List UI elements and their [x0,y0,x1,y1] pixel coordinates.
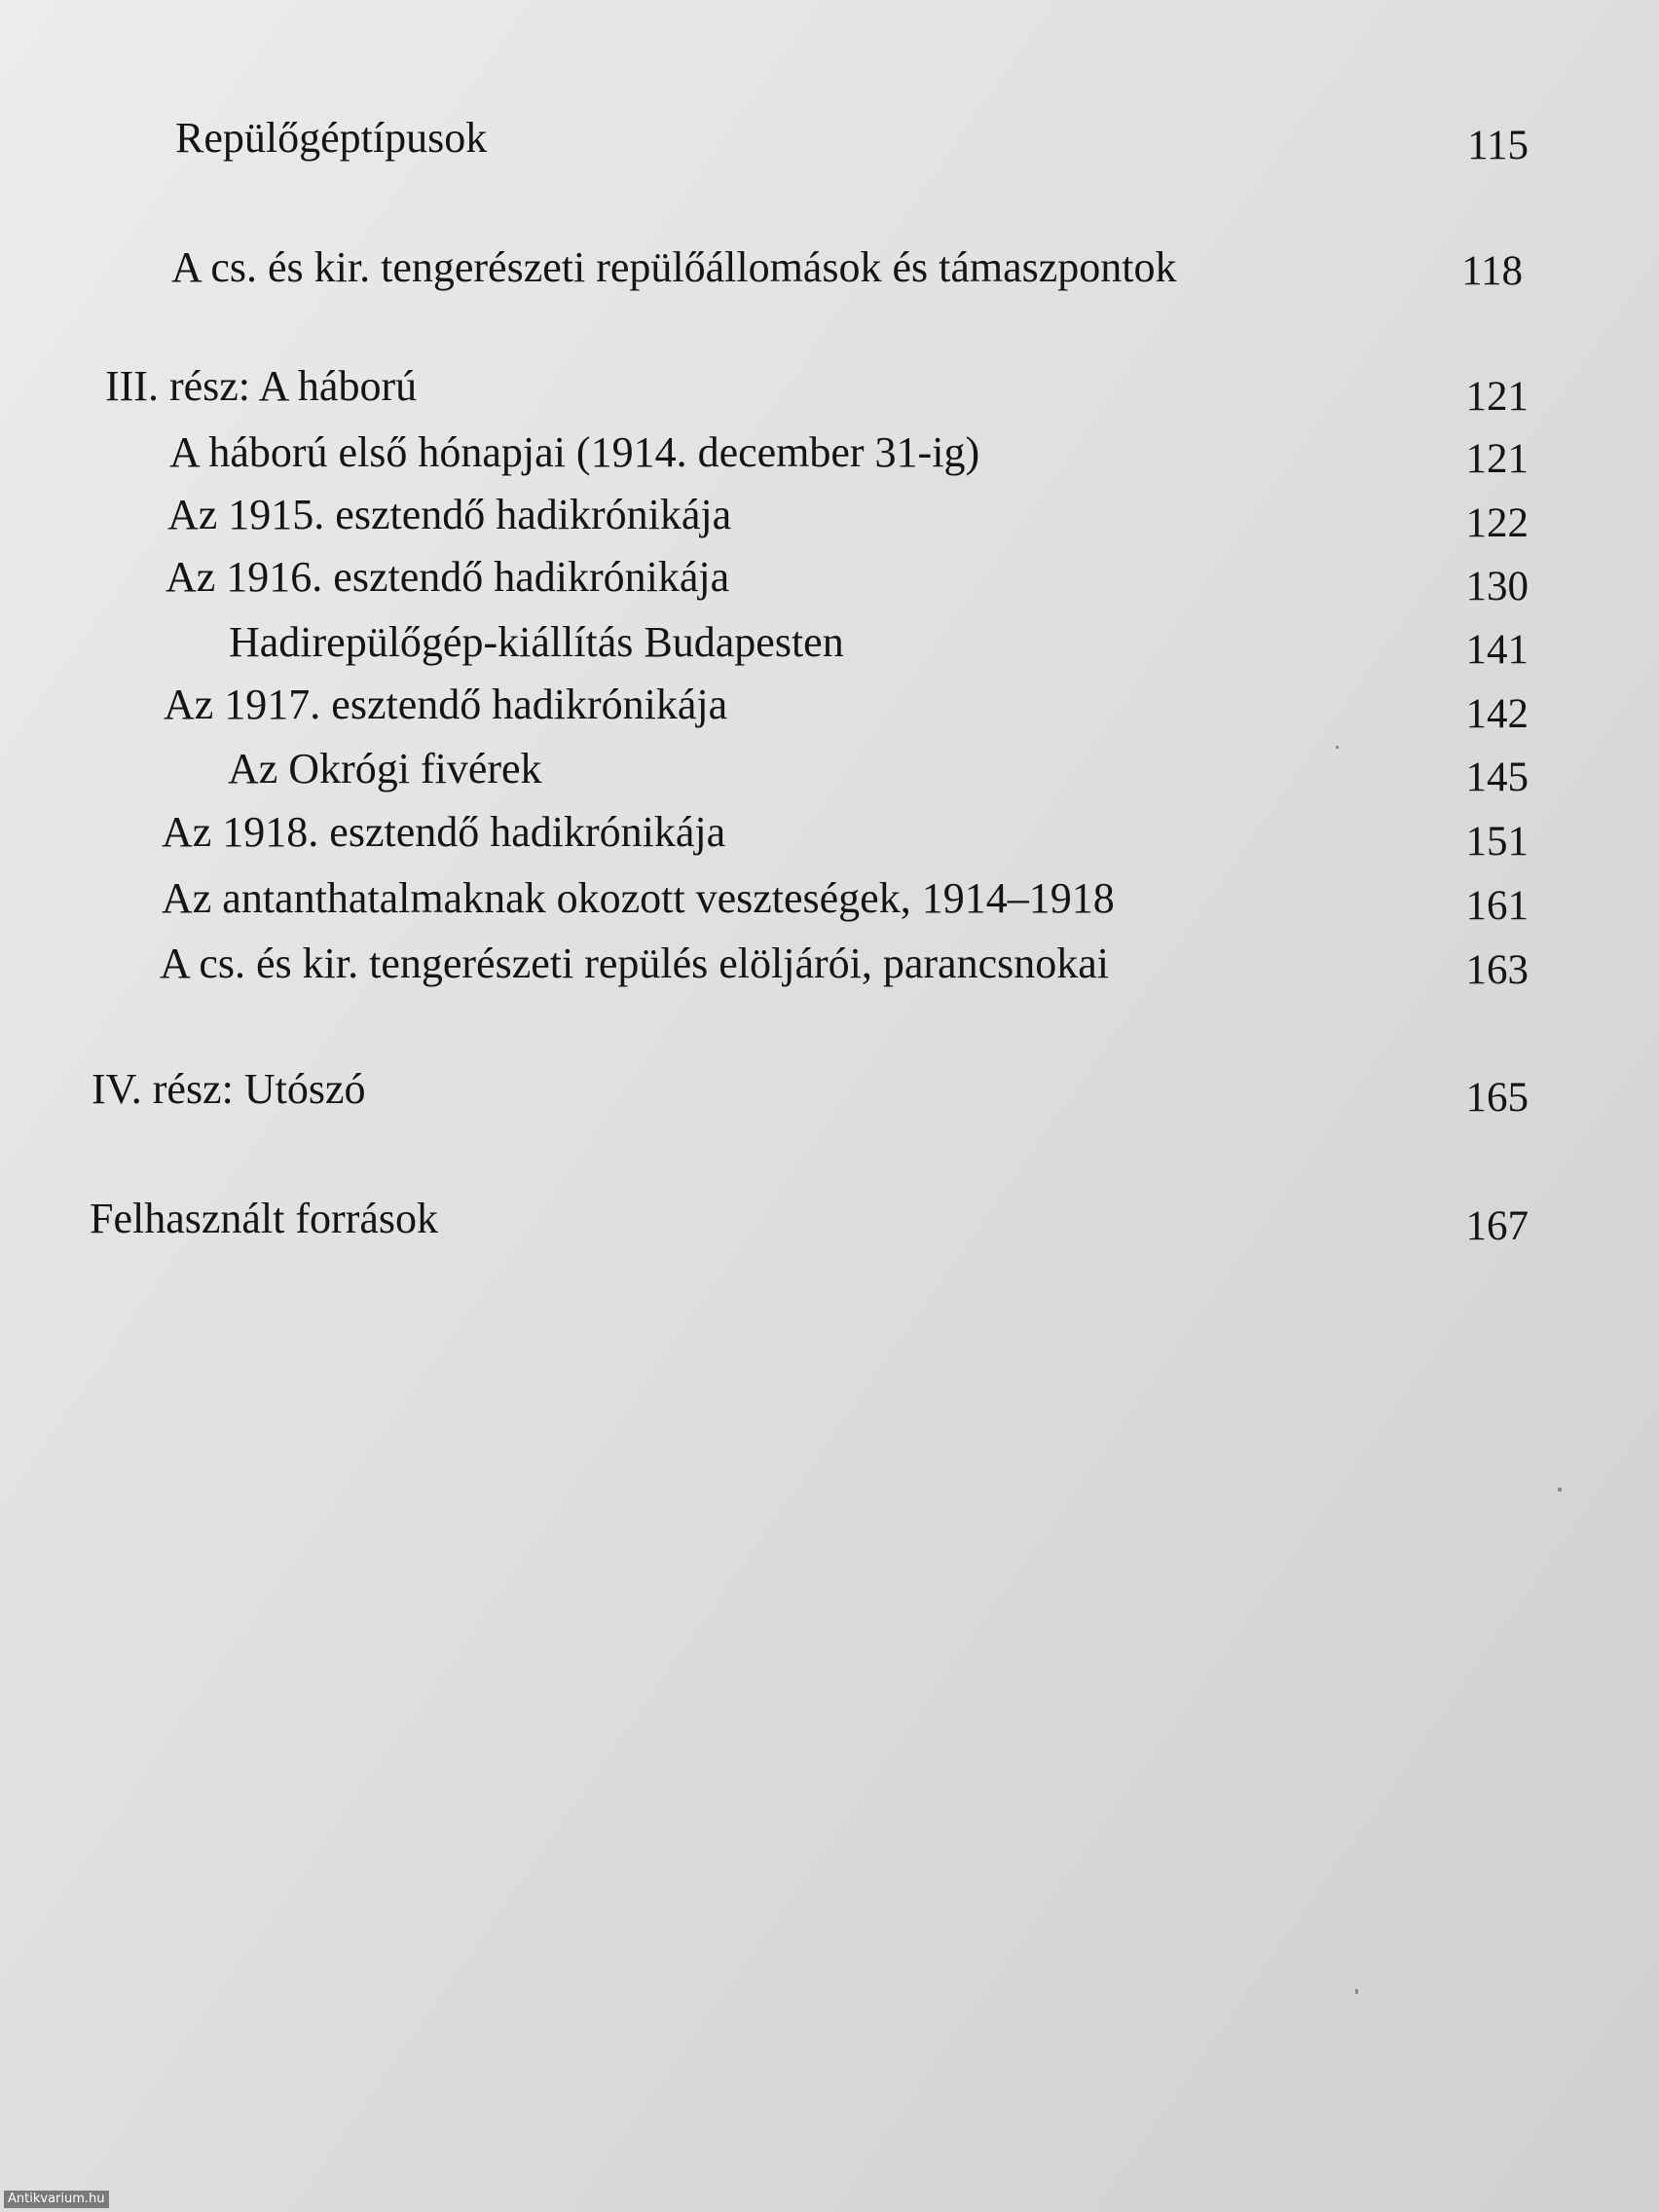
toc-section-heading [0,357,1659,420]
toc-entry [0,869,1659,928]
toc-entry [0,935,1659,993]
toc-title: Repülőgéptípusok [175,114,488,162]
toc-entry [0,424,1659,482]
toc-page-number: 115 [1467,123,1529,168]
toc-page-number: 151 [1465,819,1529,865]
toc-title: Az 1917. esztendő hadikrónikája [164,681,728,728]
toc-title: A háború első hónapjai (1914. december 31-ig) [169,428,980,476]
toc-page-number: 165 [1465,1075,1529,1121]
toc-page-number: 130 [1465,564,1529,609]
toc-title: Az 1915. esztendő hadikrónikája [167,491,732,538]
toc-entry [0,486,1659,544]
toc-page-number: 161 [1465,883,1529,929]
toc-section-heading [0,1190,1659,1248]
toc-title: Felhasznált források [90,1195,438,1242]
toc-page-number: 142 [1465,691,1529,737]
toc-page-number: 141 [1465,627,1529,673]
toc-entry [0,239,1659,297]
toc-title: A cs. és kir. tengerészeti repülés elöljárói, parancsnokai [160,940,1109,987]
toc-page-number: 121 [1465,374,1529,420]
toc-title: IV. rész: Utószó [92,1065,366,1113]
toc-entry [0,613,1659,672]
toc-page-number: 118 [1461,248,1523,294]
toc-title: Az 1916. esztendő hadikrónikája [166,553,730,601]
toc-page-number: 163 [1465,947,1529,993]
toc-entry [0,548,1659,607]
toc-title: Az Okrógi fivérek [228,745,542,793]
toc-page-number: 121 [1465,436,1529,482]
toc-page-number: 167 [1465,1203,1529,1249]
toc-title: Az 1918. esztendő hadikrónikája [162,808,726,856]
paper-speck [1355,1989,1358,1994]
toc-section-heading [0,1060,1659,1119]
watermark: Antikvarium.hu [4,2191,109,2208]
toc-entry [0,109,1659,167]
paper-speck [1558,1488,1562,1492]
toc-page-number: 122 [1465,500,1529,546]
toc-page-number: 145 [1465,755,1529,800]
toc-title: Hadirepülőgép-kiállítás Budapesten [229,618,844,666]
toc-entry [0,676,1659,737]
toc-title: A cs. és kir. tengerészeti repülőállomások és támaszpontok [171,243,1177,291]
toc-entry [0,740,1659,798]
toc-entry [0,803,1659,865]
toc-title: III. rész: A háború [105,362,418,410]
paper-speck [1336,746,1339,749]
toc-title: Az antanthatalmaknak okozott veszteségek, 1914–1918 [162,874,1115,922]
